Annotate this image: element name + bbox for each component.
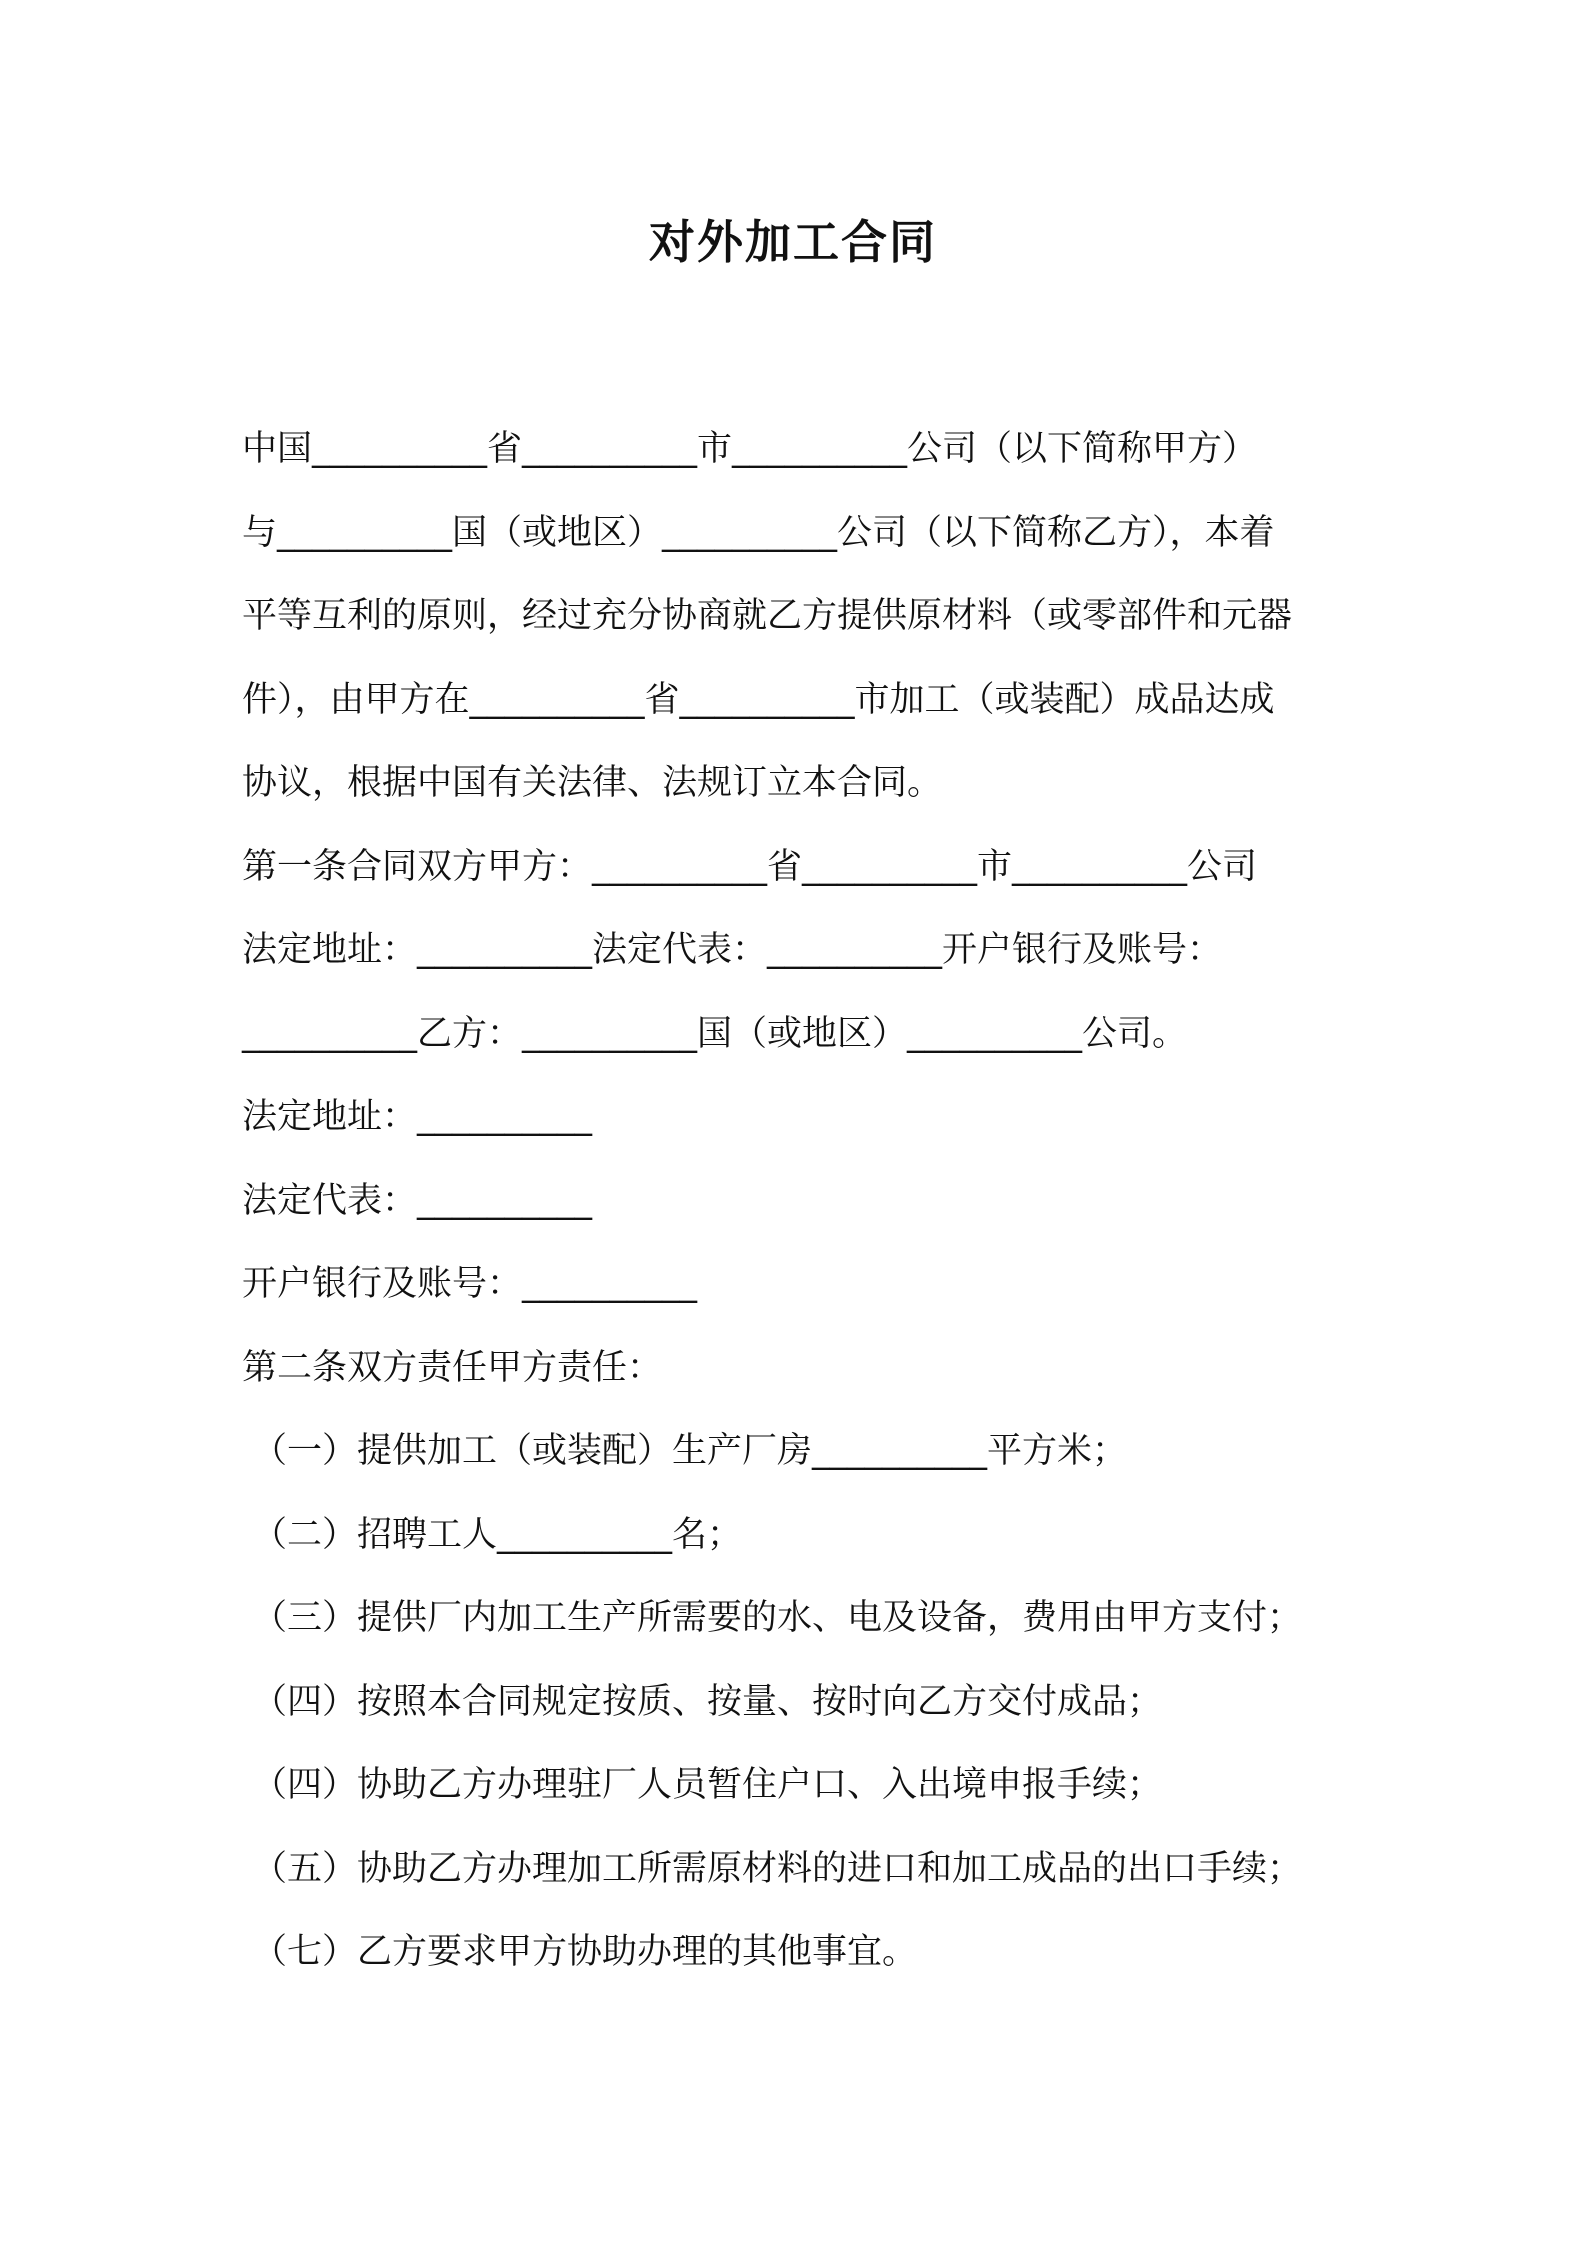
paragraph-line: 中国__________省__________市__________公司（以下简称甲方） — [242, 429, 1258, 469]
article-one-heading: 第一条合同双方甲方：__________省__________市__________公司 — [242, 846, 1258, 887]
responsibility-item: （七）乙方要求甲方协助办理的其他事宜。 — [252, 1932, 918, 1972]
party-b-bank-account: 开户银行及账号：__________ — [242, 1264, 698, 1304]
party-a-details: 法定地址：__________法定代表：__________开户银行及账号： — [242, 930, 1223, 970]
responsibility-item: （四）协助乙方办理驻厂人员暂住户口、入出境申报手续； — [252, 1765, 1163, 1805]
responsibility-item: （二）招聘工人__________名； — [252, 1514, 743, 1555]
paragraph-line: 件），由甲方在__________省__________市加工（或装配）成品达成 — [242, 679, 1275, 720]
party-b-legal-representative: 法定代表：__________ — [242, 1180, 593, 1221]
paragraph-line: 与__________国（或地区）__________公司（以下简称乙方），本着 — [242, 512, 1275, 553]
document-title: 对外加工合同 — [649, 215, 937, 269]
responsibility-item: （一）提供加工（或装配）生产厂房__________平方米； — [252, 1431, 1128, 1471]
paragraph-line: 平等互利的原则，经过充分协商就乙方提供原材料（或零部件和元器 — [242, 596, 1293, 636]
document-body — [242, 408, 1362, 1995]
responsibility-item: （四）按照本合同规定按质、按量、按时向乙方交付成品； — [252, 1681, 1163, 1722]
party-b-legal-address: 法定地址：__________ — [242, 1097, 593, 1137]
paragraph-line: 协议，根据中国有关法律、法规订立本合同。 — [242, 763, 943, 803]
party-b-intro: __________乙方：__________国（或地区）__________公司。 — [242, 1013, 1188, 1054]
article-two-heading: 第二条双方责任甲方责任： — [242, 1347, 663, 1388]
responsibility-item: （三）提供厂内加工生产所需要的水、电及设备，费用由甲方支付； — [252, 1598, 1303, 1638]
responsibility-item: （五）协助乙方办理加工所需原材料的进口和加工成品的出口手续； — [252, 1848, 1303, 1889]
